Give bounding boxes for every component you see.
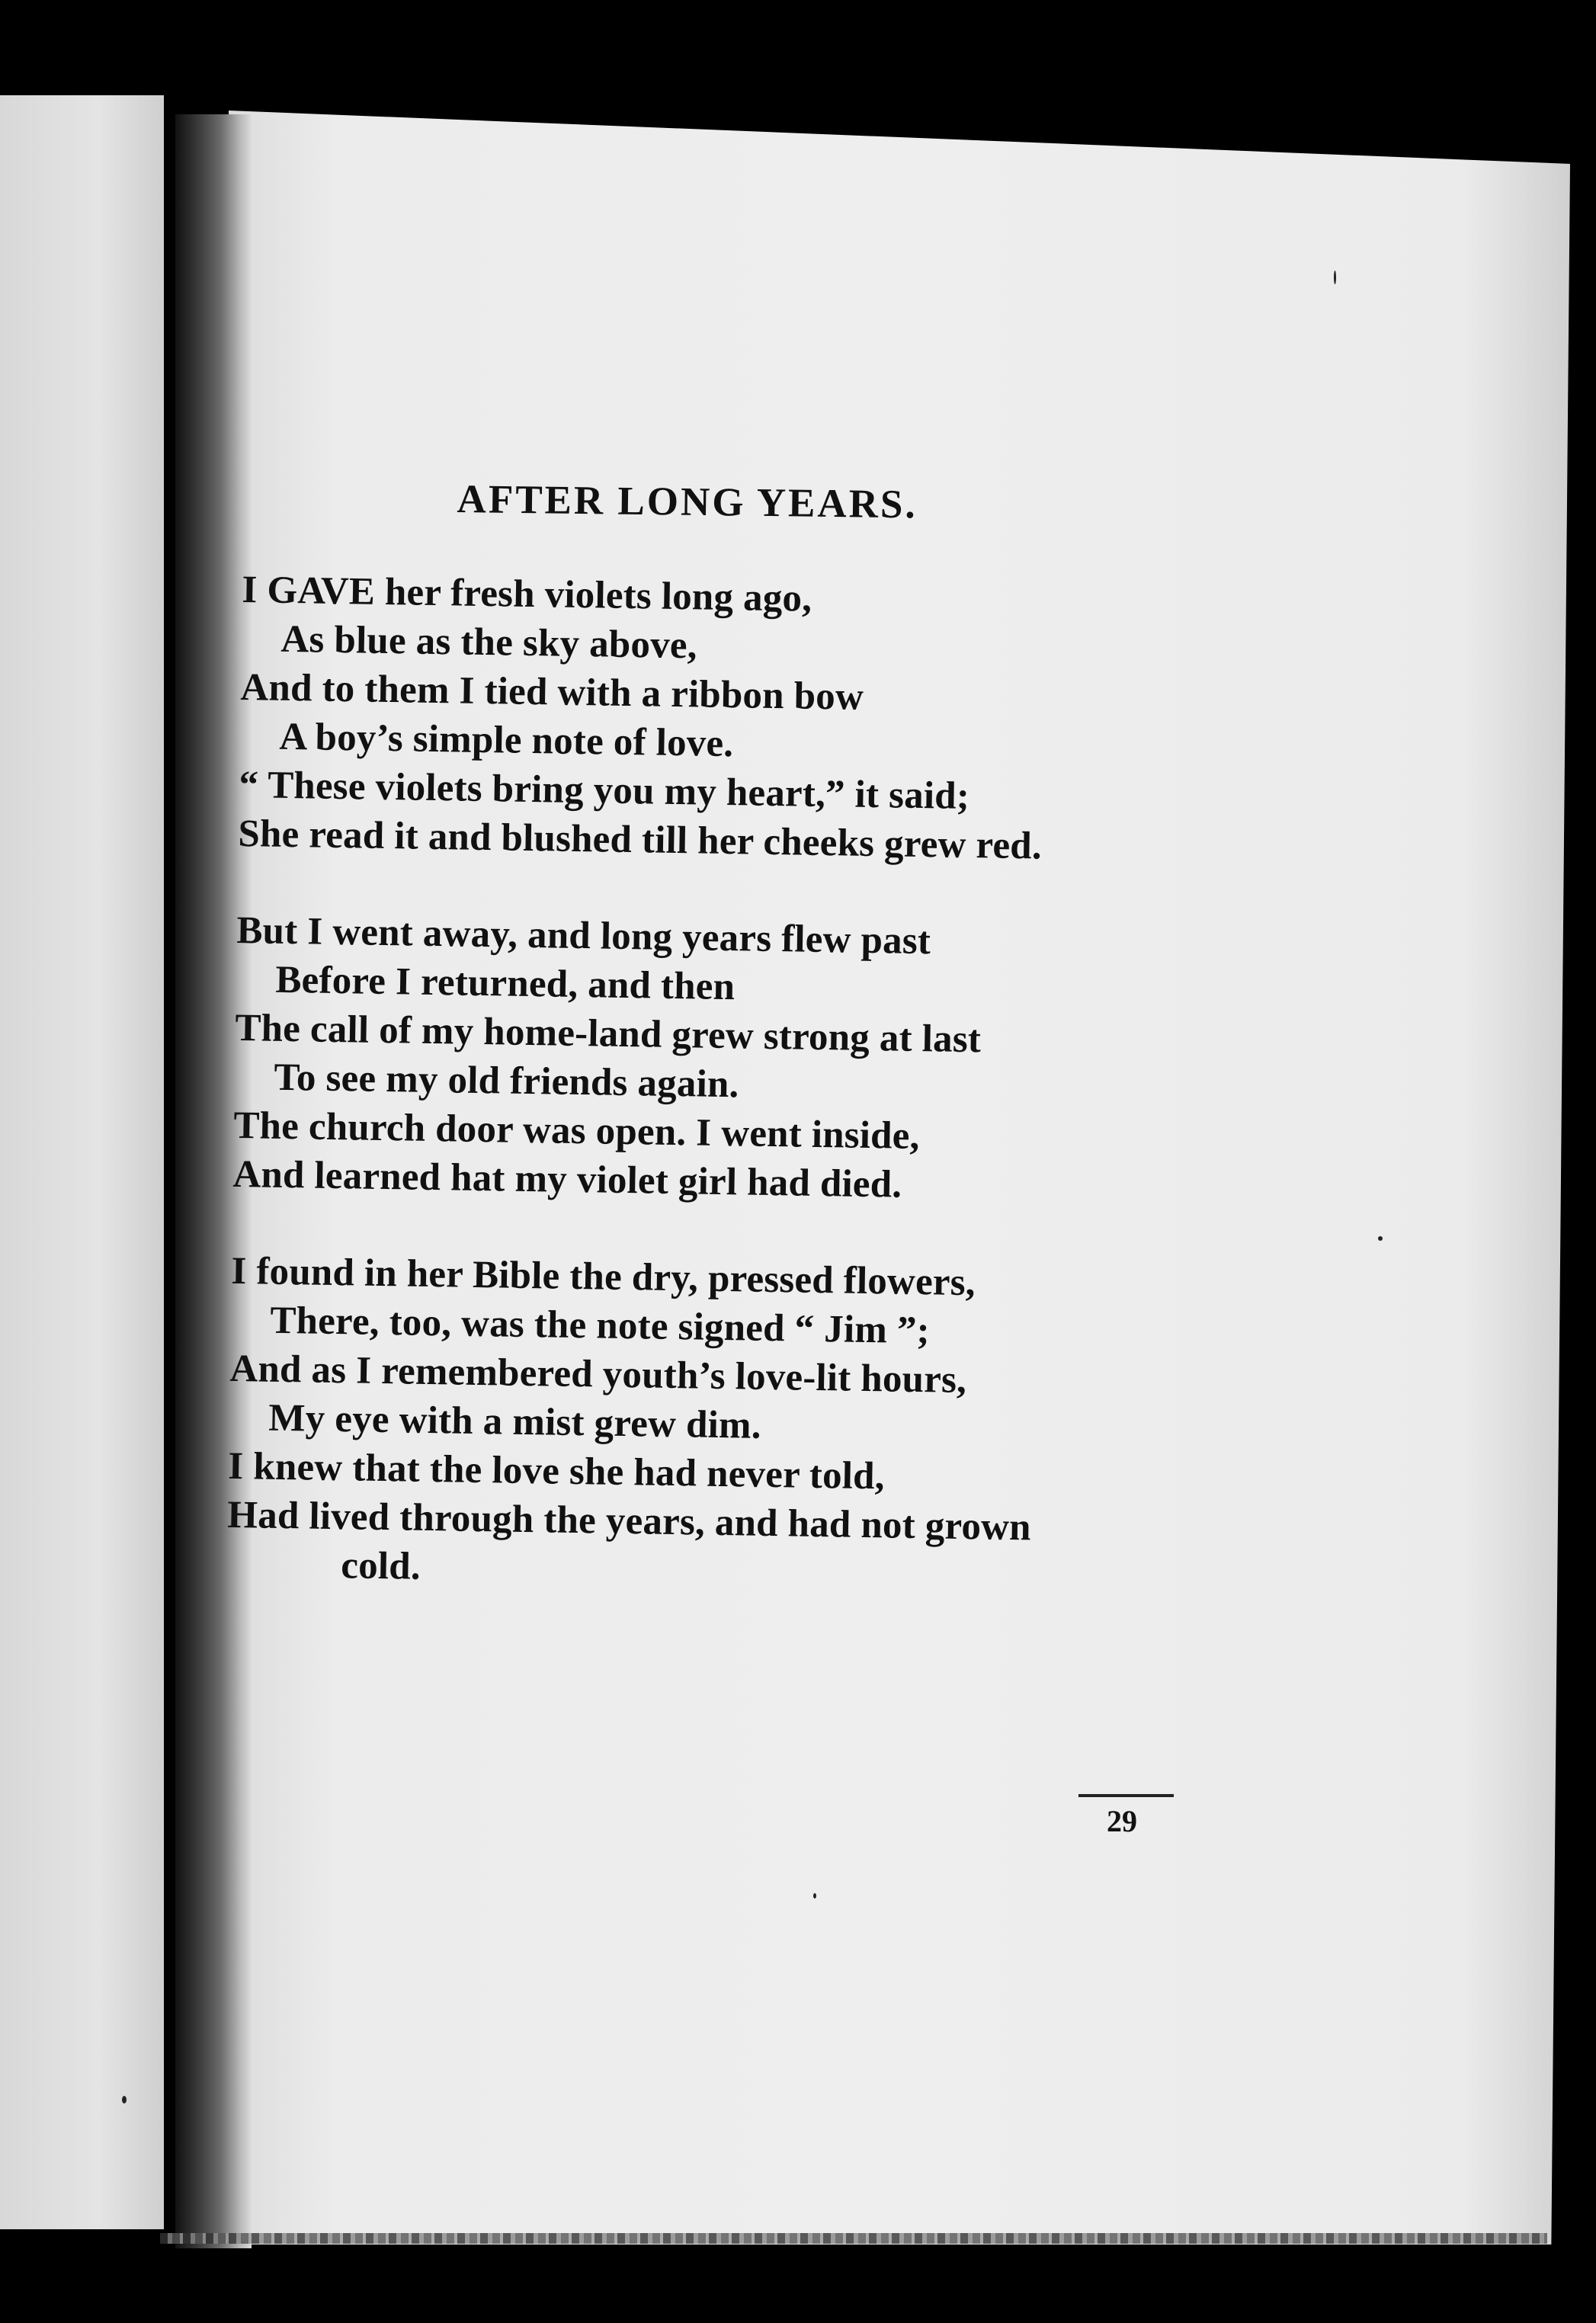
print-speck [1378,1236,1383,1241]
print-speck [813,1893,816,1898]
poem-line: The call of my home-land grew strong at last [235,1006,982,1062]
poem-line: cold. [340,1544,421,1588]
poem-line: And learned hat my violet girl had died. [232,1152,902,1206]
print-speck [122,2096,127,2104]
page-number-rule [1078,1794,1174,1797]
page-bottom-edge [160,2233,1547,2244]
poem-title: AFTER LONG YEARS. [457,476,918,527]
poem-line: Before I returned, and then [275,958,736,1009]
poem-line: She read it and blushed till her cheeks grew red. [238,812,1043,868]
poem-line: “ These violets bring you my heart,” it said; [239,763,970,819]
poem-line: To see my old friends again. [274,1056,739,1107]
stanza-1 [238,566,1233,873]
poem-line: Had lived through the years, and had not grown [226,1493,1032,1549]
facing-page-edge [0,95,164,2229]
poem-line: There, too, was the note signed “ Jim ”; [270,1299,931,1353]
page-number: 29 [1107,1804,1137,1838]
poem-body [226,566,1233,1652]
poem-line: And to them I tied with a ribbon bow [240,665,864,719]
poem-line: And as I remembered youth’s love-lit hours, [229,1347,967,1402]
poem-line: I found in her Bible the dry, pressed flowers, [231,1249,976,1305]
stanza-2 [232,906,1228,1214]
poem-line: As blue as the sky above, [280,617,698,668]
poem-line: My eye with a mist grew dim. [268,1396,762,1447]
poem-line: A boy’s simple note of love. [279,715,734,766]
print-speck [1334,271,1336,284]
poem-line: But I went away, and long years flew past [236,908,931,963]
stanza-3 [226,1247,1223,1604]
poem-line: I knew that the love she had never told, [227,1444,886,1498]
poem-line: I GAVE her fresh violets long ago, [242,568,812,620]
poem-line: The church door was open. I went inside, [233,1104,920,1158]
